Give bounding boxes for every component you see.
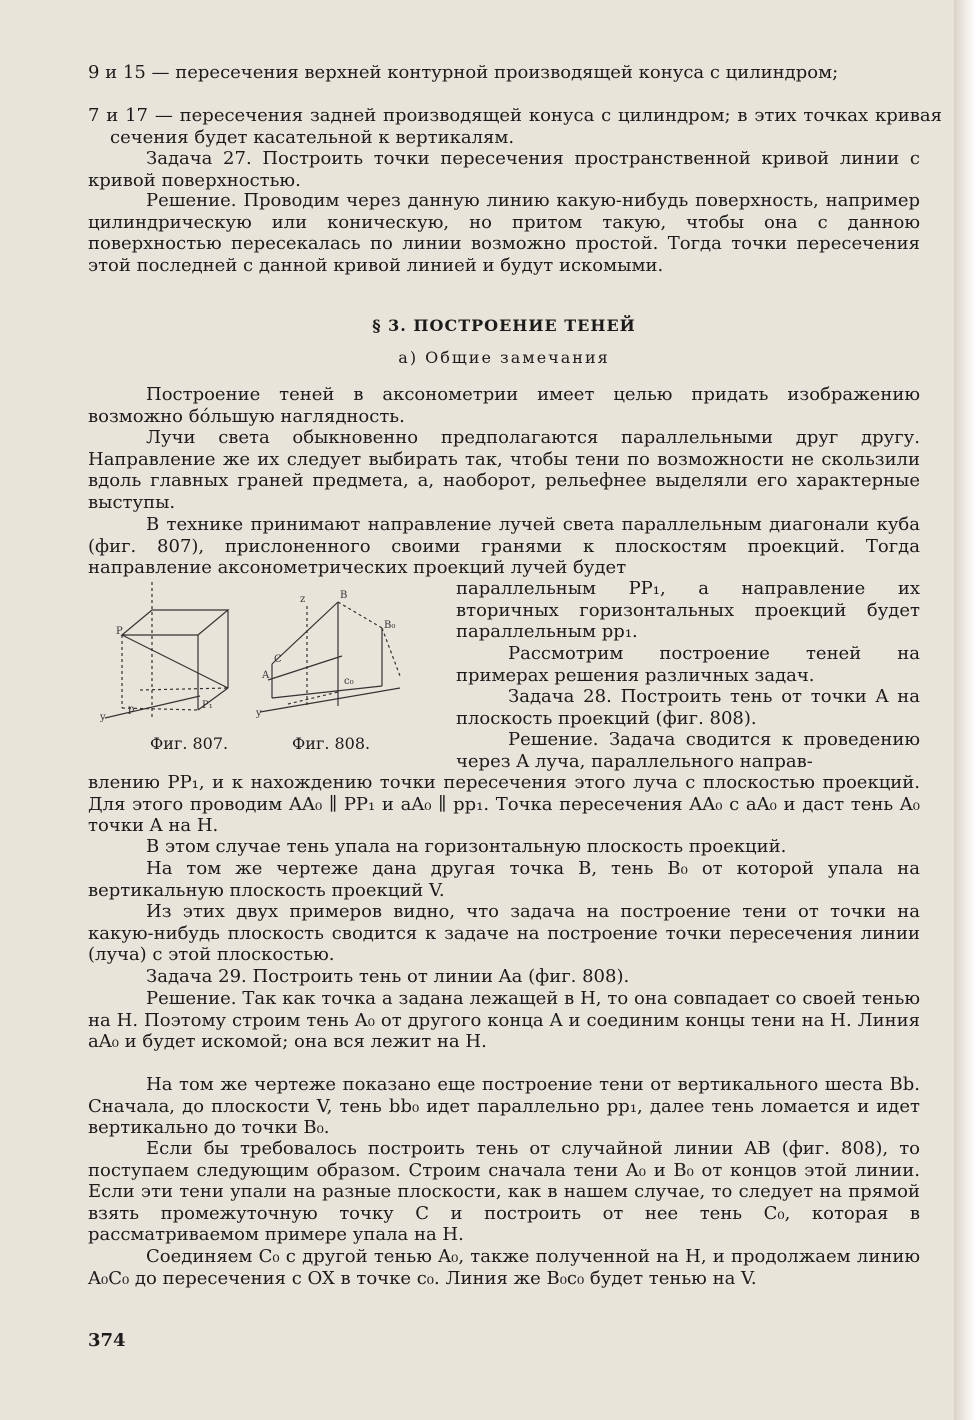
paragraph: параллельным PP₁, а направление их вторичных горизонтальных проекций будет параллельным pp₁. — [456, 578, 920, 643]
page-number: 374 — [88, 1330, 126, 1351]
svg-text:y: y — [100, 712, 106, 723]
solution-29: Решение. Так как точка a задана лежащей в H, то она совпадает со своей тенью на H. Поэтому строим тень A₀ от другого конца A и соединим концы тени на H. Линия aA₀ и будет искомой; она вся лежит на H. — [88, 988, 920, 1053]
paragraph: На том же чертеже дана другая точка B, тень B₀ от которой упала на вертикальную плоскость проекций V. — [88, 858, 920, 901]
svg-text:C: C — [274, 654, 282, 665]
svg-text:P: P — [116, 626, 123, 637]
svg-text:z: z — [300, 594, 306, 605]
figures-807-808 — [100, 580, 450, 730]
solution-28-continuation: влению PP₁, и к нахождению точки пересечения этого луча с плоскостью проекций. Для этого проводим AA₀ ∥ PP₁ и aA₀ ∥ pp₁. Точка пересечения AA₀ с aA₀ и даст тень A₀ точки A на H. — [88, 772, 920, 837]
paragraph: Если бы требовалось построить тень от случайной линии AB (фиг. 808), то поступаем следующим образом. Строим сначала тени A₀ и B₀ от концов этой линии. Если эти тени упали на разные плоскости, как в нашем случае, то следует на прямой взять промежуточную точку C и построить от нее тень C₀, которая в рассматриваемом примере упала на H. — [88, 1138, 920, 1246]
figure-808-caption: Фиг. 808. — [292, 734, 371, 753]
list-item: 7 и 17 — пересечения задней производящей конуса с цилиндром; в этих точках кривая сечения будет касательной к вертикалям. — [88, 105, 942, 148]
section-title: § 3. ПОСТРОЕНИЕ ТЕНЕЙ — [372, 316, 636, 335]
paragraph: На том же чертеже показано еще построение тени от вертикального шеста Bb. Сначала, до плоскости V, тень bb₀ идет параллельно pp₁, далее тень ломается и идет вертикально до точки B₀. — [88, 1074, 920, 1139]
task-27: Задача 27. Построить точки пересечения пространственной кривой линии с кривой поверхностью. — [88, 148, 920, 191]
paragraph: Рассмотрим построение теней на примерах решения различных задач. — [456, 643, 920, 686]
paragraph: Из этих двух примеров видно, что задача на построение тени от точки на какую-нибудь плоскость сводится к задаче на построение точки пересечения линии (луча) с этой плоскостью. — [88, 901, 920, 966]
figure-807-caption: Фиг. 807. — [150, 734, 229, 753]
svg-text:p: p — [128, 704, 135, 715]
figure-808-drawing — [255, 590, 400, 719]
svg-text:A: A — [262, 670, 270, 681]
paragraph: Построение теней в аксонометрии имеет целью придать изображению возможно бо́льшую наглядность. — [88, 384, 920, 427]
list-item: 9 и 15 — пересечения верхней контурной производящей конуса с цилиндром; — [88, 62, 839, 83]
svg-text:B: B — [340, 590, 348, 601]
paragraph: В технике принимают направление лучей света параллельным диагонали куба (фиг. 807), прислоненного своими гранями к плоскостям проекций. Тогда направление аксонометрических проекций лучей будет — [88, 514, 920, 579]
paragraph: Лучи света обыкновенно предполагаются параллельными друг другу. Направление же их следует выбирать так, чтобы тени по возможности не скользили вдоль главных граней предмета, а, наоборот, рельефнее выделяли его характерные выступы. — [88, 427, 920, 513]
task-28: Задача 28. Построить тень от точки A на плоскость проекций (фиг. 808). — [456, 686, 920, 729]
svg-text:P₁: P₁ — [202, 700, 213, 711]
svg-text:B₀: B₀ — [384, 620, 396, 631]
page-edge — [954, 0, 976, 1420]
solution-27: Решение. Проводим через данную линию какую-нибудь поверхность, например цилиндрическую или коническую, но притом такую, чтобы она с данною поверхностью пересекалась по линии возможно простой. Тогда точки пересечения этой последней с данной кривой линией и будут искомыми. — [88, 190, 920, 276]
subsection-title: а) Общие замечания — [398, 348, 610, 367]
solution-28: Решение. Задача сводится к проведению через A луча, параллельного направ- — [456, 729, 920, 772]
paragraph: Соединяем C₀ с другой тенью A₀, также полученной на H, и продолжаем линию A₀C₀ до пересечения с OX в точке c₀. Линия же B₀c₀ будет тенью на V. — [88, 1246, 920, 1289]
paragraph: В этом случае тень упала на горизонтальную плоскость проекций. — [146, 836, 787, 857]
svg-text:y: y — [256, 708, 262, 719]
svg-text:c₀: c₀ — [344, 676, 354, 687]
figure-807-drawing — [100, 582, 228, 723]
task-29: Задача 29. Построить тень от линии Aa (фиг. 808). — [146, 966, 630, 987]
